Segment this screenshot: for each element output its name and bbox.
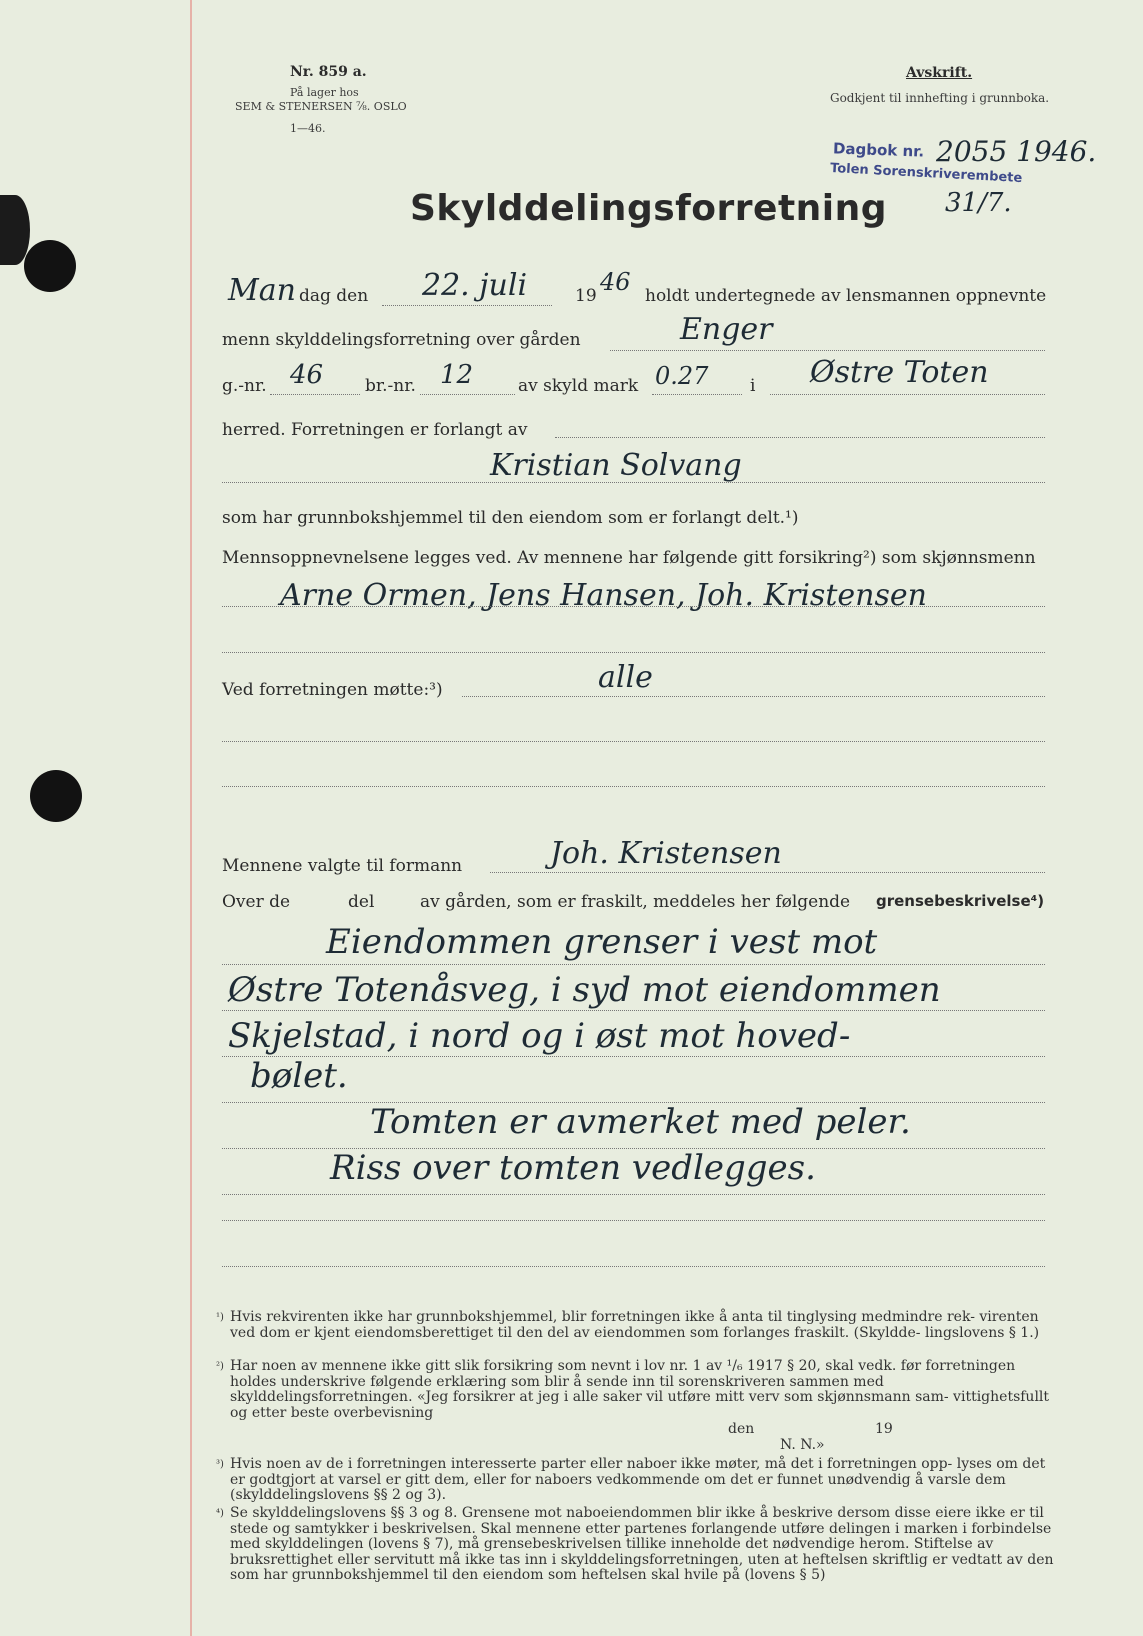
- publisher-line: På lager hos: [290, 86, 359, 99]
- hw-desc-line: Riss over tomten vedlegges.: [330, 1148, 816, 1188]
- hw-desc-line: Tomten er avmerket med peler.: [370, 1102, 911, 1142]
- publisher-line: 1—46.: [290, 122, 326, 135]
- hw-desc-line: Østre Totenåsveg, i syd mot eiendommen: [228, 970, 941, 1010]
- hw-farm: Enger: [680, 312, 773, 347]
- footnote-marker: ²): [216, 1361, 224, 1372]
- rule: [222, 1220, 1045, 1221]
- margin-rule: [190, 0, 192, 1636]
- hw-brnr: 12: [440, 360, 474, 390]
- rule: [222, 482, 1045, 483]
- rule: [222, 1266, 1045, 1267]
- rule: [490, 872, 1045, 873]
- rule: [222, 1194, 1045, 1195]
- rule: [222, 606, 1045, 607]
- footnote-text: Har noen av mennene ikke gitt slik forsikring som nevnt i lov nr. 1 av ¹/₆ 1917 § 20, skal vedk. før forretningen holdes underskrive følgende erklæring som blir å sende inn til sorenskriveren sammen med skylddelingsforretningen. «Jeg forsikrer at jeg i alle saker vil utføre mitt verv som skjønnsmann sam- vittighetsfullt og etter beste overbevisning: [230, 1358, 1050, 1421]
- footnote-text: Hvis rekvirenten ikke har grunnbokshjemmel, blir forretningen ikke å anta til tinglysing medmindre rek- virenten ved dom er kjent eiendomsberettiget til den del av eiendommen som forlanges fraskilt. (Skyldde- lingslovens § 1.): [230, 1309, 1040, 1341]
- rule: [652, 394, 742, 395]
- copy-note: Godkjent til innhefting i grunnboka.: [830, 91, 1050, 105]
- stamp-diary: Dagbok nr.: [832, 139, 925, 161]
- document-title: Skylddelingsforretning: [410, 188, 888, 229]
- publisher-line: SEM & STENERSEN ⅞. OSLO: [235, 100, 407, 113]
- hw-municipality: Østre Toten: [810, 355, 989, 390]
- label-gnr: g.-nr.: [222, 376, 267, 396]
- stamp-number: 2055 1946.: [936, 135, 1097, 168]
- hw-skyld: 0.27: [655, 362, 709, 390]
- hw-desc-line: Eiendommen grenser i vest mot: [326, 922, 878, 962]
- footnote-marker: ⁴): [216, 1508, 224, 1519]
- rule: [770, 394, 1045, 395]
- label-brnr: br.-nr.: [365, 376, 416, 396]
- rule: [222, 652, 1045, 653]
- stamp-date: 31/7.: [945, 188, 1012, 218]
- footnote-4: [216, 1505, 1055, 1584]
- rule: [555, 437, 1045, 438]
- hw-desc-line: Skjelstad, i nord og i øst mot hoved-: [228, 1016, 851, 1056]
- stamp-office: Tolen Sorenskriverembete: [829, 160, 1023, 187]
- hw-desc-line: bølet.: [250, 1056, 348, 1096]
- hw-chairman: Joh. Kristensen: [550, 836, 782, 871]
- hw-gnr: 46: [290, 360, 324, 390]
- footnote-signature: N. N.»: [780, 1437, 825, 1453]
- label-held: holdt undertegnede av lensmannen oppnevnte: [645, 286, 1047, 306]
- label-i: i: [750, 376, 756, 396]
- rule: [462, 696, 1045, 697]
- label-skyld: av skyld mark: [518, 376, 639, 396]
- label-chairman: Mennene valgte til formann: [222, 856, 463, 876]
- label-del: del: [348, 892, 375, 912]
- form-number: Nr. 859 a.: [290, 64, 367, 80]
- label-farm: menn skylddelingsforretning over gården: [222, 330, 581, 350]
- footnote-text: Hvis noen av de i forretningen interesserte parter eller naboer ikke møter, må det i forretningen opp- lyses om det er godtgjort at varsel er gitt dem, eller for naboers vedkommende om det er funnet unødvendig å varsle dem (skylddelingslovens §§ 2 og 3).: [230, 1456, 1046, 1504]
- rule: [222, 786, 1045, 787]
- rule: [610, 350, 1045, 351]
- copy-label: Avskrift.: [906, 65, 973, 81]
- label-appraisers: Mennsoppnevnelsene legges ved. Av mennene har følgende gitt forsikring²) som skjønnsmenn: [222, 548, 1036, 568]
- footnote-19: 19: [875, 1421, 893, 1437]
- punch-hole: [30, 770, 82, 822]
- label-year: 19: [575, 286, 597, 306]
- label-day: dag den: [299, 286, 369, 306]
- label-boundary: grensebeskrivelse⁴): [876, 892, 1045, 910]
- label-attended: Ved forretningen møtte:³): [222, 680, 443, 700]
- label-title-holder: som har grunnbokshjemmel til den eiendom som er forlangt delt.¹): [222, 508, 799, 528]
- hw-year: 46: [600, 268, 631, 296]
- footnote-den: den: [728, 1421, 755, 1437]
- rule: [420, 394, 515, 395]
- footnote-text: Se skylddelingslovens §§ 3 og 8. Grensene mot naboeiendommen blir ikke å beskrive dersom disse eiere ikke er til stede og samtykker i beskrivelsen. Skal mennene etter partenes forlangende utføre delingen i marken i forbindelse med skylddelingen (lovens § 7), må grensebeskrivelsen tillike inneholde det nødvendige herom. Stiftelse av bruksrettighet eller servitutt må ikke tas inn i skylddelingsforretningen, uten at heftelsen skriftlig er vedtatt av den som har grunnbokshjemmel til den eiendom som heftelsen skal hvile på (lovens § 5): [230, 1505, 1054, 1584]
- label-requested: herred. Forretningen er forlangt av: [222, 420, 528, 440]
- label-over: Over de: [222, 892, 291, 912]
- rule: [222, 1010, 1045, 1011]
- hw-weekday: Man: [228, 273, 296, 308]
- hw-attended: alle: [598, 660, 653, 695]
- label-farm-part: av gården, som er fraskilt, meddeles her følgende: [420, 892, 851, 912]
- rule: [270, 394, 360, 395]
- footnote-2: [216, 1358, 1055, 1421]
- hw-requester: Kristian Solvang: [490, 448, 742, 483]
- rule: [222, 964, 1045, 965]
- footnote-3: [216, 1456, 1055, 1504]
- footnote-marker: ¹): [216, 1312, 224, 1323]
- punch-hole: [24, 240, 76, 292]
- rule: [222, 741, 1045, 742]
- hw-date: 22. juli: [422, 268, 528, 303]
- footnote-1: [216, 1309, 1055, 1341]
- rule: [382, 305, 552, 306]
- hw-appraisers: Arne Ormen, Jens Hansen, Joh. Kristensen: [280, 578, 927, 613]
- footnote-marker: ³): [216, 1459, 224, 1470]
